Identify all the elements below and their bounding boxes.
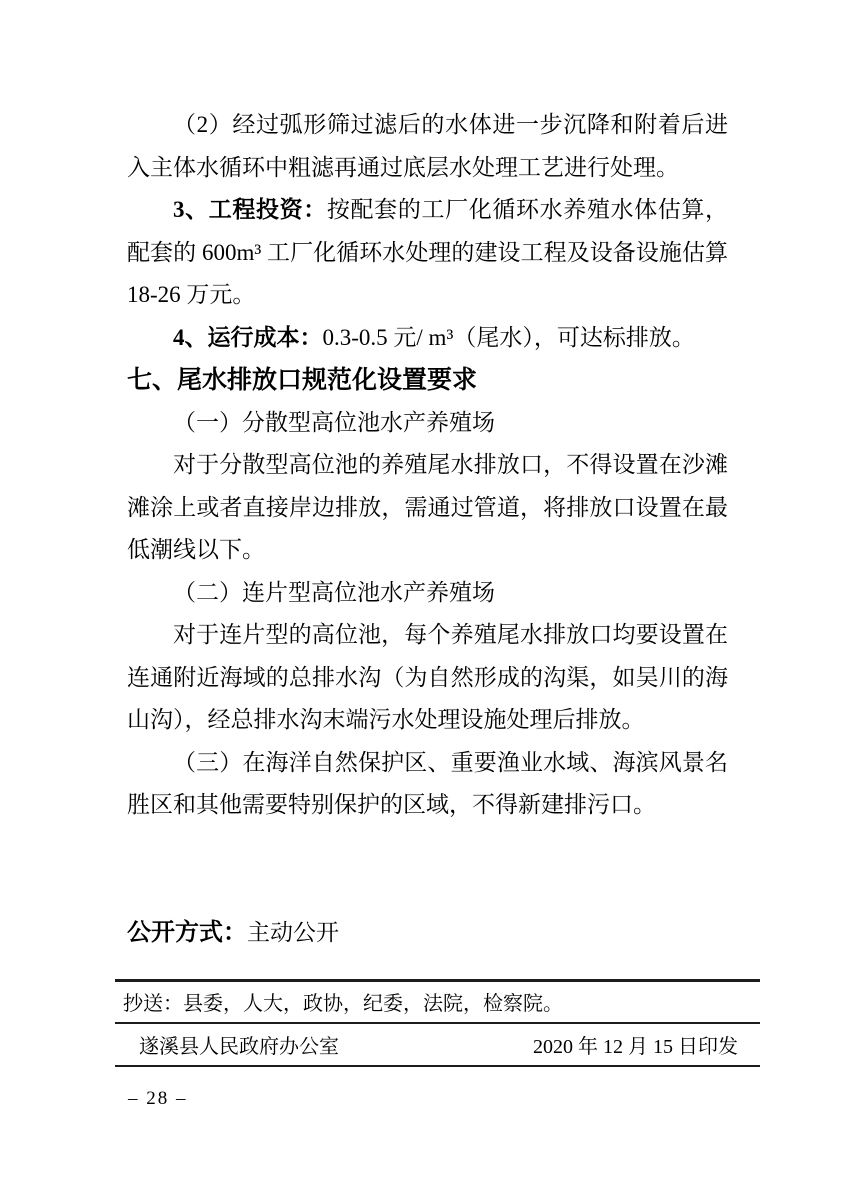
para-item2-title: （二）连片型高位池水产养殖场 [173,579,495,605]
document-body [127,104,728,954]
page-number: – 28 – [128,1088,188,1109]
para-project-investment [127,189,728,317]
cost-lead: 4、运行成本： [173,324,323,350]
para-item2-body: 对于连片型的高位池，每个养殖尾水排放口均要设置在连通附近海域的总排水沟（为自然形成的沟渠，如吴川的海山沟），经总排水沟末端污水处理设施处理后排放。 [127,622,728,732]
cc-line: 抄送：县委，人大，政协，纪委，法院，检察院。 [123,993,563,1016]
para-item3: （三）在海洋自然保护区、重要渔业水域、海滨风景名胜区和其他需要特别保护的区域，不得新建排污口。 [127,749,728,817]
document-footer [115,979,760,1067]
footer-rule-bottom [115,1065,760,1068]
para-arc-screen-treatment: （2）经过弧形筛过滤后的水体进一步沉降和附着后进入主体水循环中粗滤再通过底层水处理工艺进行处理。 [127,112,728,180]
issuer-name: 遂溪县人民政府办公室 [139,1035,339,1058]
publicity-value: 主动公开 [247,919,339,945]
issue-row [115,1024,760,1065]
para-item1-body: 对于分散型高位池的养殖尾水排放口，不得设置在沙滩滩涂上或者直接岸边排放，需通过管道，将排放口设置在最低潮线以下。 [127,452,728,562]
para-operating-cost [127,317,728,360]
cost-text: 0.3-0.5 元/ m³（尾水），可达标排放。 [322,324,695,350]
investment-text: 按配套的工厂化循环水养殖水体估算，配套的 600m³ 工厂化循环水处理的建设工程及设备设施估算 18-26 万元。 [127,197,729,307]
investment-lead: 3、工程投资： [173,197,327,222]
publicity-label: 公开方式： [127,918,247,946]
print-date: 2020 年 12 月 15 日印发 [533,1035,738,1058]
publicity-method [127,912,728,955]
section-heading-outfall-requirements: 七、尾水排放口规范化设置要求 [127,366,478,394]
para-item1-title: （一）分散型高位池水产养殖场 [173,409,495,435]
cc-row [115,982,760,1023]
